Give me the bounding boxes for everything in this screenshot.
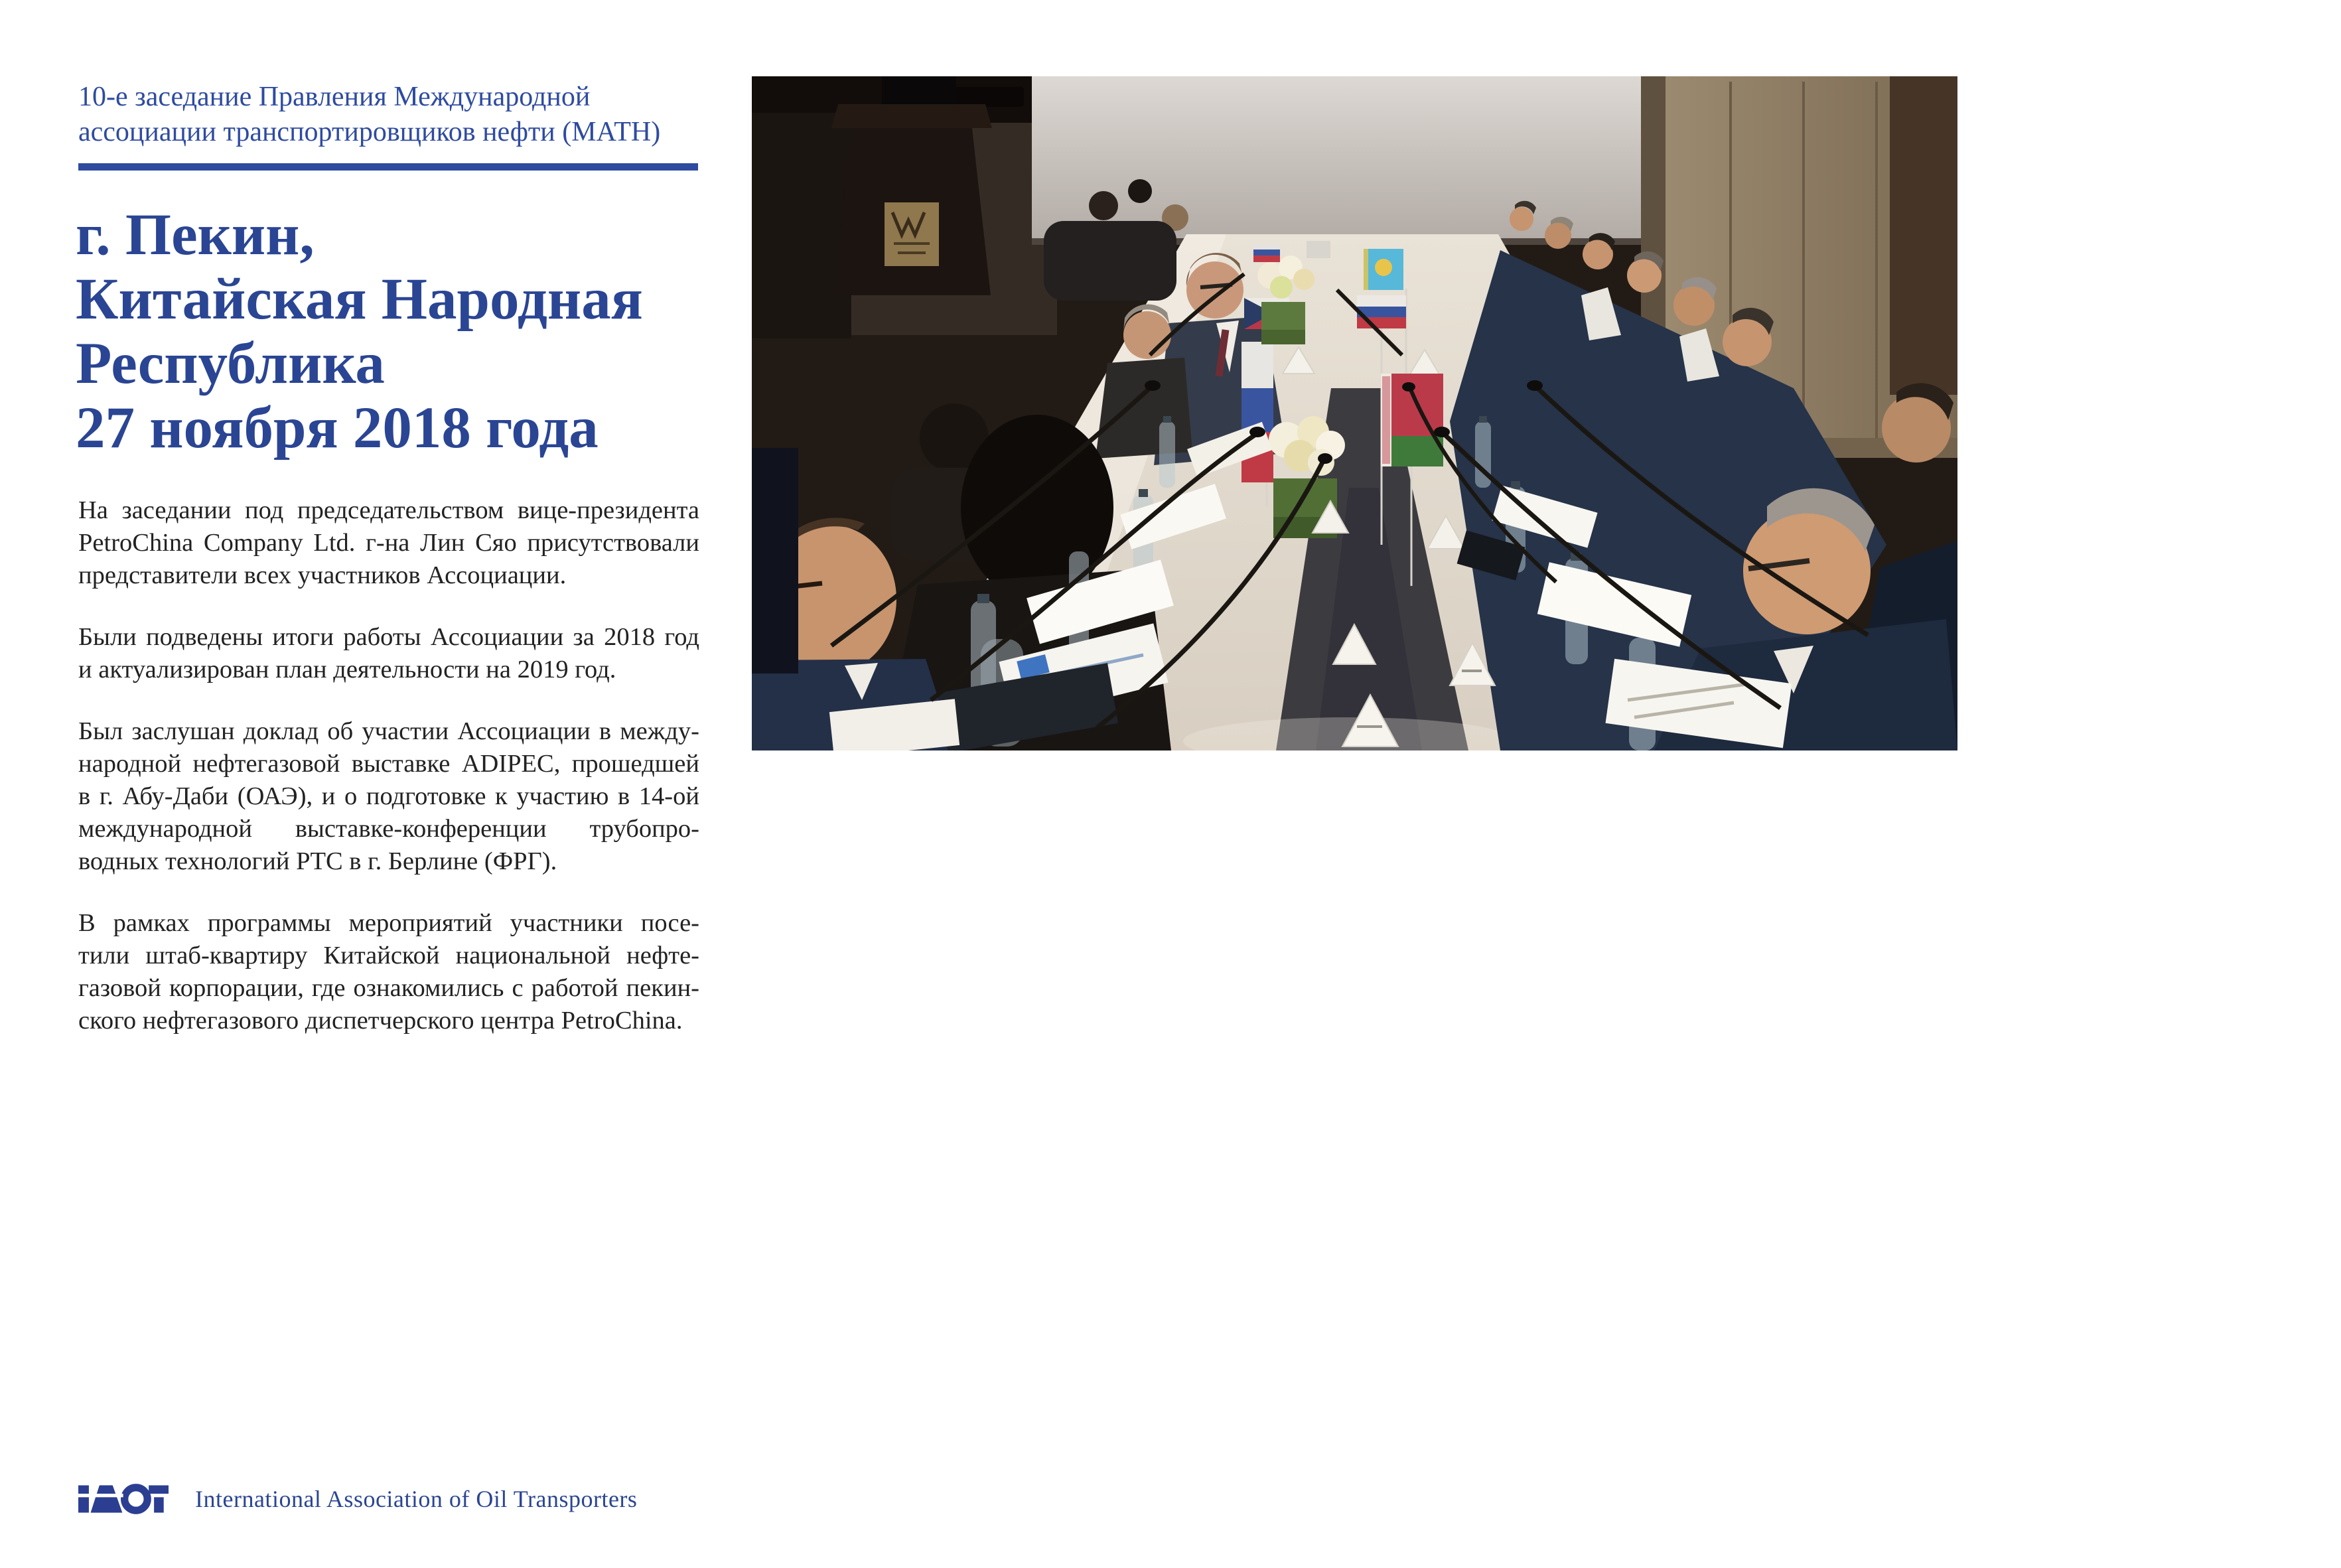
paragraph-3 [78, 715, 699, 878]
paragraph-line: представители всех участников Ассоциации. [78, 561, 567, 589]
paragraph-line: PetroChina Company Ltd. г-на Лин Сяо присутствовали [78, 529, 699, 557]
paragraph-line: и актуализирован план деятельности на 2019 год. [78, 656, 616, 683]
iaot-logo [78, 1478, 169, 1520]
meeting-photo [752, 76, 1957, 750]
paragraph-2 [78, 621, 699, 686]
paragraph-line: Был заслушан доклад об участии Ассоциации в между- [78, 717, 699, 745]
paragraph-line: На заседании под председательством вице-президента [78, 496, 699, 524]
footer [78, 1477, 637, 1521]
kicker-line: 10-е заседание Правления Международной [78, 82, 591, 112]
paragraph-4 [78, 907, 699, 1037]
flag-kazakhstan [1364, 249, 1403, 290]
title-line: Китайская Народная [76, 267, 643, 332]
page-title [76, 203, 713, 461]
divider-rule [78, 163, 698, 171]
lectern [831, 76, 992, 295]
title-line: 27 ноября 2018 года [76, 395, 599, 461]
article-body [78, 494, 699, 1066]
kicker-line: ассоциации транспортировщиков нефти (МАТН) [78, 117, 661, 147]
paragraph-line: Были подведены итоги работы Ассоциации за 2018 год [78, 623, 699, 651]
paragraph-line: В рамках программы мероприятий участники посе- [78, 909, 699, 937]
paragraph-line: в г. Абу-Даби (ОАЭ), и о подготовке к участию в 14-ой [78, 782, 699, 810]
kicker-heading [78, 80, 702, 150]
paragraph-line: народной нефтегазовой выставке ADIPEC, прошедшей [78, 750, 699, 778]
projection-screen [1032, 76, 1646, 241]
title-line: г. Пекин, [76, 202, 315, 267]
paragraph-line: водных технологий PTC в г. Берлине (ФРГ). [78, 847, 557, 875]
paragraph-line: ского нефтегазового диспетчерского центра PetroChina. [78, 1007, 683, 1034]
footer-tagline: International Association of Oil Transporters [195, 1486, 638, 1512]
title-line: Республика [76, 331, 385, 396]
flag-russia [1357, 295, 1406, 328]
paragraph-line: тили штаб-квартиру Китайской национальной нефте- [78, 942, 699, 969]
meeting-photo-illustration [752, 76, 1957, 750]
flag-slovakia-drape [1241, 342, 1273, 482]
door-panel [1890, 76, 1957, 395]
paragraph-line: газовой корпорации, где ознакомились с работой пекин- [78, 974, 699, 1002]
paragraph-1 [78, 494, 699, 592]
paragraph-line: международной выставке-конференции трубопро- [78, 815, 699, 843]
